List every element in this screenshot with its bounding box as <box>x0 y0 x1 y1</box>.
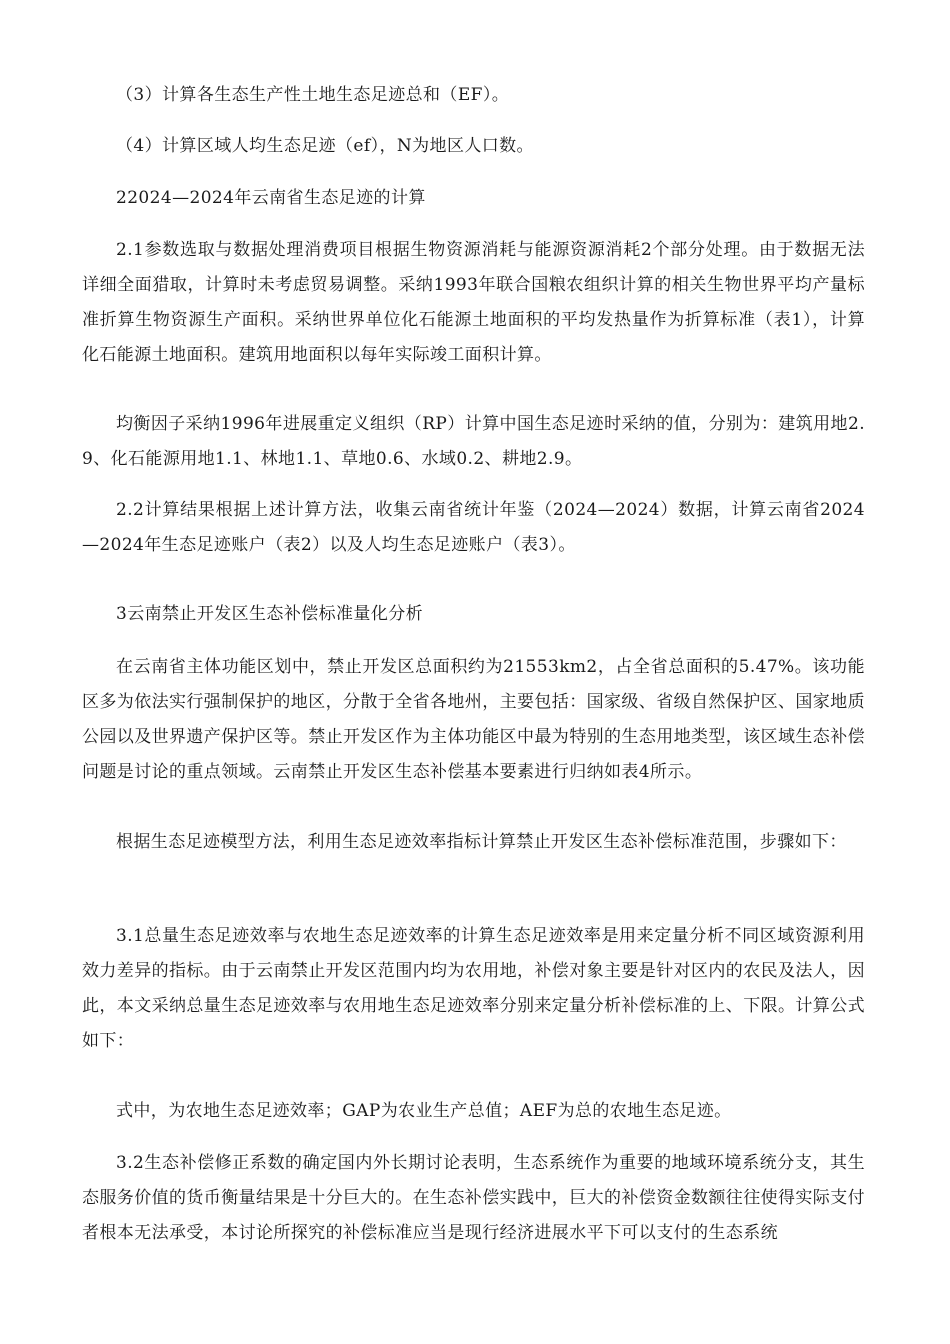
paragraph-2-1: 2.1参数选取与数据处理消费项目根据生物资源消耗与能源资源消耗2个部分处理。由于数据无法详细全面猎取，计算时未考虑贸易调整。采纳1993年联合国粮农组织计算的相关生物世界平均产量标准折算生物资源生产面积。采纳世界单位化石能源土地面积的平均发热量作为折算标准（表1），计算化石能源土地面积。建筑用地面积以每年实际竣工面积计算。 <box>82 240 865 365</box>
paragraph-step-3: （3）计算各生态生产性土地生态足迹总和（EF）。 <box>116 85 510 105</box>
paragraph-3-1: 3.1总量生态足迹效率与农地生态足迹效率的计算生态足迹效率是用来定量分析不同区域资源利用效力差异的指标。由于云南禁止开发区范围内均为农用地，补偿对象主要是针对区内的农民及法人，因此，本文采纳总量生态足迹效率与农用地生态足迹效率分别来定量分析补偿标准的上、下限。计算公式如下： <box>82 926 865 1051</box>
paragraph-step-4: （4）计算区域人均生态足迹（ef），N为地区人口数。 <box>116 136 534 156</box>
paragraph-formula-note: 式中，为农地生态足迹效率；GAP为农业生产总值；AEF为总的农地生态足迹。 <box>116 1101 732 1121</box>
paragraph-balance-factor: 均衡因子采纳1996年进展重定义组织（RP）计算中国生态足迹时采纳的值，分别为：建筑用地2.9、化石能源用地1.1、林地1.1、草地0.6、水域0.2、耕地2.9。 <box>82 414 865 469</box>
paragraph-prohibited-zone: 在云南省主体功能区划中，禁止开发区总面积约为21553km2，占全省总面积的5.47%。该功能区多为依法实行强制保护的地区，分散于全省各地州，主要包括：国家级、省级自然保护区、国家地质公园以及世界遗产保护区等。禁止开发区作为主体功能区中最为特别的生态用地类型，该区域生态补偿问题是讨论的重点领域。云南禁止开发区生态补偿基本要素进行归纳如表4所示。 <box>82 657 865 782</box>
section-heading-2: 22024—2024年云南省生态足迹的计算 <box>116 188 426 208</box>
paragraph-3-2: 3.2生态补偿修正系数的确定国内外长期讨论表明，生态系统作为重要的地域环境系统分支，其生态服务价值的货币衡量结果是十分巨大的。在生态补偿实践中，巨大的补偿资金数额往往使得实际支付者根本无法承受，本讨论所探究的补偿标准应当是现行经济进展水平下可以支付的生态系统 <box>82 1153 865 1243</box>
paragraph-2-2: 2.2计算结果根据上述计算方法，收集云南省统计年鉴（2024—2024）数据，计算云南省2024—2024年生态足迹账户（表2）以及人均生态足迹账户（表3）。 <box>82 500 865 555</box>
section-heading-3: 3云南禁止开发区生态补偿标准量化分析 <box>116 604 424 624</box>
paragraph-steps-intro: 根据生态足迹模型方法，利用生态足迹效率指标计算禁止开发区生态补偿标准范围，步骤如下： <box>116 832 847 852</box>
